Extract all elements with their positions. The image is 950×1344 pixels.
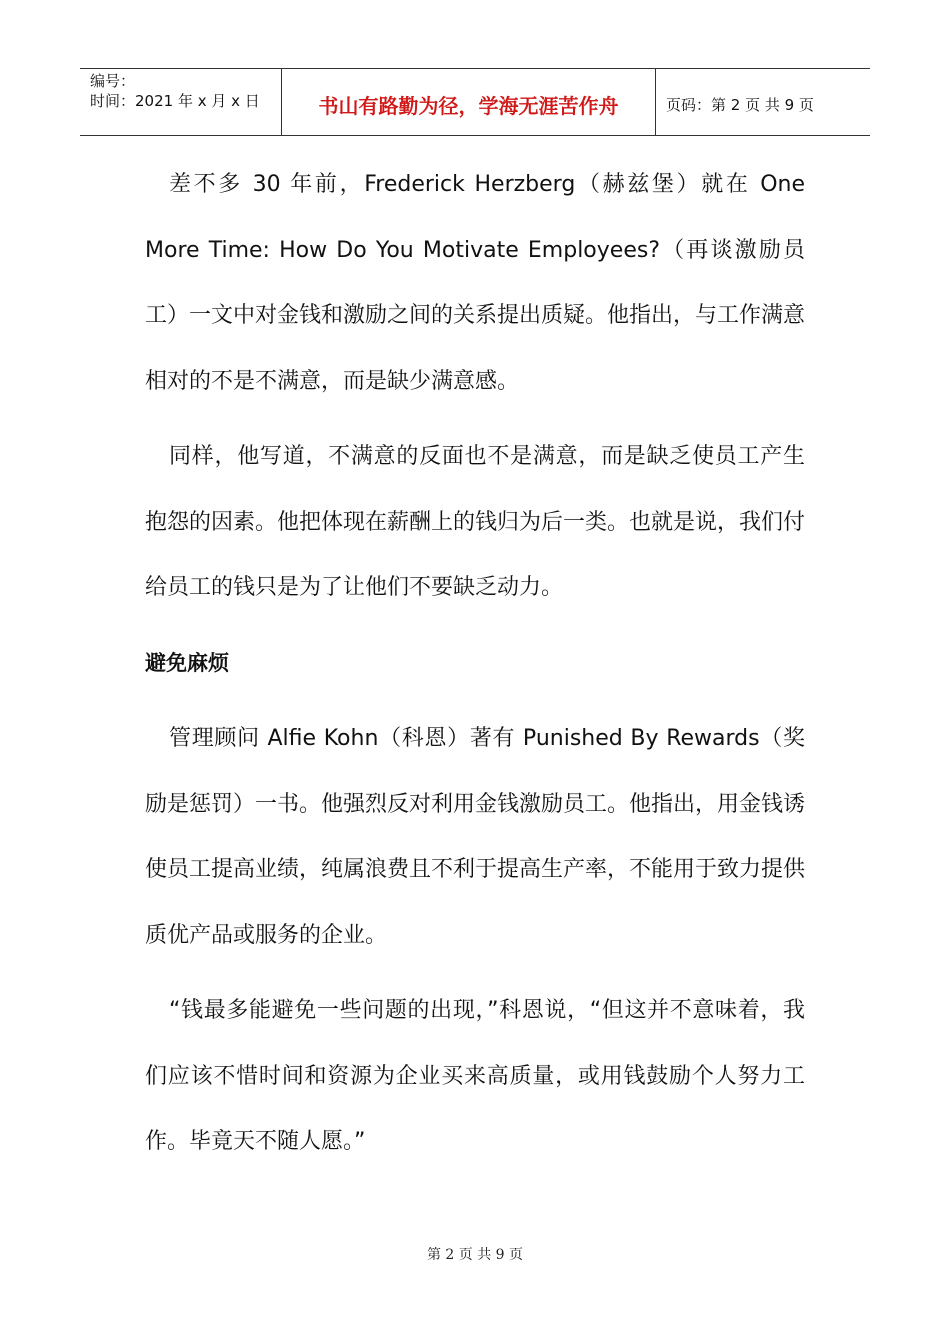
page-footer — [0, 1244, 950, 1264]
section-heading: 避免麻烦 — [145, 650, 229, 675]
header-motto: 书山有路勤为径，学海无涯苦作舟 — [318, 93, 619, 118]
header-motto-cell — [282, 69, 656, 135]
header-meta-cell — [80, 69, 282, 135]
document-number-label: 编号： — [90, 72, 136, 90]
header-page-info: 页码：第 2 页 共 9 页 — [666, 95, 814, 114]
paragraph: 差不多 30 年前，Frederick Herzberg（赫兹堡）就在 One More Time: How Do You Motivate Employees?（再谈激励员工）一文中对金钱和激励之间的关系提出质疑。他指出，与工作满意相对的不是不满意，而是缺少满意感。 — [145, 172, 806, 394]
document-date: 时间：2021 年 x 月 x 日 — [90, 92, 260, 110]
paragraph: 管理顾问 Alfie Kohn（科恩）著有 Punished By Rewards（奖励是惩罚）一书。他强烈反对利用金钱激励员工。他指出，用金钱诱使员工提高业绩，纯属浪费且不利于提高生产率，不能用于致力提供质优产品或服务的企业。 — [145, 726, 806, 948]
header-page-cell — [656, 69, 870, 135]
quote-paragraph: “钱最多能避免一些问题的出现，”科恩说，“但这并不意味着，我们应该不惜时间和资源为企业买来高质量，或用钱鼓励个人努力工作。毕竟天不随人愿。” — [145, 998, 805, 1154]
paragraph: 同样，他写道，不满意的反面也不是满意，而是缺乏使员工产生抱怨的因素。他把体现在薪酬上的钱归为后一类。也就是说，我们付给员工的钱只是为了让他们不要缺乏动力。 — [145, 444, 806, 600]
document-header — [80, 68, 870, 136]
document-body — [145, 152, 805, 1185]
footer-page-number: 第 2 页 共 9 页 — [426, 1247, 524, 1263]
